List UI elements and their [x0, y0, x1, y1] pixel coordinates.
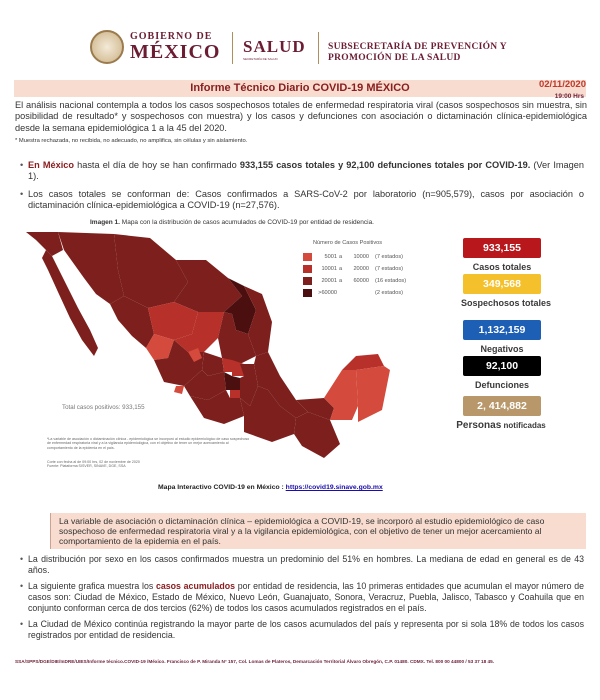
state-baja-california [26, 232, 63, 256]
bullet-top-states [20, 581, 584, 614]
report-time: 19:00 Hrs [554, 93, 584, 100]
map-note: *La variable de asociación o dictaminación clínica - epidemiológica se incorporó al estudio epidemiológico de caso sospechoso de enfermedad respiratoria viral y a la vigilancia epidemiológica, con el objetivo de tener un mejor acercamiento al comportamiento de la epidemia en el país. [47, 437, 250, 450]
stat-label-part: notificadas [501, 421, 546, 430]
legend-range-low: 10001 [321, 266, 337, 272]
intro-paragraph: El análisis nacional contempla a todos los casos sospechosos totales de enfermedad respiratoria viral (casos sospechosos sin muestra, sin posibilidad de resultado* y sospechosos con muestra) y los casos y defunciones con asociación o dictaminación clínica-epidemiológica desde la semana epidemiológica 1 a la 45 del 2020. [15, 100, 587, 133]
dept-name: SALUD [243, 37, 306, 56]
stat-notified-people-label [442, 420, 560, 431]
subsecretaria-line2: PROMOCIÓN DE LA SALUD [328, 53, 461, 63]
stat-notified-people: 2, 414,882 [463, 396, 541, 416]
title-band [14, 80, 586, 97]
stat-total-cases: 933,155 [463, 238, 541, 258]
bullet-text: hasta el día de hoy se han confirmado [74, 160, 240, 170]
subsecretaria [328, 42, 507, 64]
legend-range-low: 5001 [324, 254, 337, 260]
map-link-label: Mapa Interactivo COVID-19 en México : [158, 484, 284, 491]
legend-range-high: 20000 [353, 266, 369, 272]
header-divider [318, 32, 319, 64]
intro-footnote: * Muestra rechazada, no recibida, no adecuado, no amplifica, sin células y sin aislamiento. [15, 138, 248, 144]
legend-swatch [303, 253, 312, 261]
stat-suspected-label: Sospechosos totales [460, 298, 552, 308]
legend-range-sep: a [339, 254, 343, 260]
bullet-confirmed [20, 160, 584, 183]
legend-range-high: 60000 [353, 278, 369, 284]
report-title: Informe Técnico Diario COVID-19 MÉXICO [190, 82, 410, 94]
legend-range-sep: a [339, 266, 343, 272]
legend-state-count: (2 estados) [375, 290, 403, 296]
legend-swatch [303, 265, 312, 273]
legend-swatch [303, 277, 312, 285]
state-quintana-roo [356, 366, 390, 422]
state-guanajuato [202, 352, 224, 376]
stat-total-cases-label: Casos totales [472, 262, 532, 272]
map-link-url[interactable]: https://covid19.sinave.gob.mx [285, 484, 383, 491]
bullet-sex-distribution: • La distribución por sexo en los casos confirmados muestra un predominio del 51% en hombres. La mediana de edad en general es de 43 años. [20, 554, 584, 576]
dept-sub: SECRETARÍA DE SALUD [243, 57, 278, 61]
page-header [0, 0, 600, 76]
legend-range-sep: a [339, 278, 343, 284]
state-colima [174, 386, 184, 394]
bullet-text: La siguiente grafica muestra los [28, 581, 156, 591]
bullet-cdmx: • La Ciudad de México continúa registrando la mayor parte de los casos acumulados del país y representa por si sola 18% de todos los casos registrados por entidad de residencia. [20, 619, 584, 641]
map-total-positive: Total casos positivos: 933,155 [62, 404, 145, 411]
stat-negatives-label: Negativos [480, 344, 524, 354]
legend-state-count: (7 estados) [375, 254, 403, 260]
gov-line1: GOBIERNO DE [130, 31, 213, 42]
header-divider [232, 32, 233, 64]
bullet-bold-lead: En México [28, 160, 74, 170]
legend-state-count: (7 estados) [375, 266, 403, 272]
interactive-map-link [158, 484, 383, 491]
bottom-bullet-list [20, 554, 584, 641]
image-caption-text: Mapa con la distribución de casos acumulados de COVID-19 por entidad de residencia. [119, 219, 374, 226]
top-bullet-list [20, 160, 584, 211]
gov-line2: MÉXICO [130, 41, 221, 63]
stat-suspected: 349,568 [463, 274, 541, 294]
bullet-bold: casos acumulados [156, 581, 235, 591]
legend-range-low: 20001 [321, 278, 337, 284]
state-morelos [230, 390, 240, 398]
stat-negatives: 1,132,159 [463, 320, 541, 340]
bullet-text: (Ver Imagen 1). [28, 160, 584, 182]
image-caption-label: Imagen 1. [90, 219, 120, 226]
image-caption [90, 219, 374, 226]
map-source-line: Corte con fecha al de 09:00 hrs, 02 de noviembre de 2020 [47, 460, 140, 464]
government-seal-icon [90, 30, 124, 64]
state-cdmx [232, 380, 238, 386]
stat-deaths-label: Defunciones [474, 380, 529, 390]
map-source [47, 460, 140, 469]
stat-label-part: Personas [456, 420, 502, 431]
legend-range-low: >60000 [318, 290, 337, 296]
bullet-bold-figures: 933,155 casos totales y 92,100 defunciones totales por COVID-19. [239, 160, 531, 170]
legend-swatch [303, 289, 312, 297]
legend-state-count: (16 estados) [375, 278, 407, 284]
legend-range-high: 10000 [353, 254, 369, 260]
bullet-composition: • Los casos totales se conforman de: Casos confirmados a SARS-CoV-2 por laboratorio (n=905,579), casos por asociación o dictaminación clínica-epidemiológica a COVID-19 (n=27,576). [20, 189, 584, 212]
stat-deaths: 92,100 [463, 356, 541, 376]
page-footer: SSA/SPPS/DGE/DIE/InDRE/UIES/Informe técnico.COVID-19 /México. Francisco de P. Miranda N° 157, Col. Lomas de Plateros, Demarcación Territorial Álvaro Obregón, C.P. 01480. CDMX. Tel. 800 00 44800 / 53 37 18 45. [15, 659, 495, 664]
subsecretaria-line1: SUBSECRETARÍA DE PREVENCIÓN Y [328, 42, 507, 52]
bullet-text: por entidad de residencia, las 10 primeras entidades que acumulan el mayor número de casos son: Ciudad de México, Estado de México, Nuevo León, Guanajuato, Sonora, Veracruz, Puebla, Jalisco, Tabasco y Coahuila que en conjunto conforman cerca de dos tercios (62%) de todos los casos acumulados registrados en el país. [28, 581, 584, 613]
variable-note-box: La variable de asociación o dictaminación clínica – epidemiológica a COVID-19, se incorporó al estudio epidemiológico de caso sospechoso de enfermedad respiratoria viral y a la vigilancia epidemiológica, con el objetivo de tener un mejor acercamiento al comportamiento de la epidemia en el país. [50, 513, 586, 549]
map-source-line: Fuente: Plataforma SISVER, SINAVE, DGE, SSA [47, 464, 126, 469]
legend-title: Número de Casos Positivos [313, 240, 383, 246]
report-date: 02/11/2020 [538, 79, 586, 90]
